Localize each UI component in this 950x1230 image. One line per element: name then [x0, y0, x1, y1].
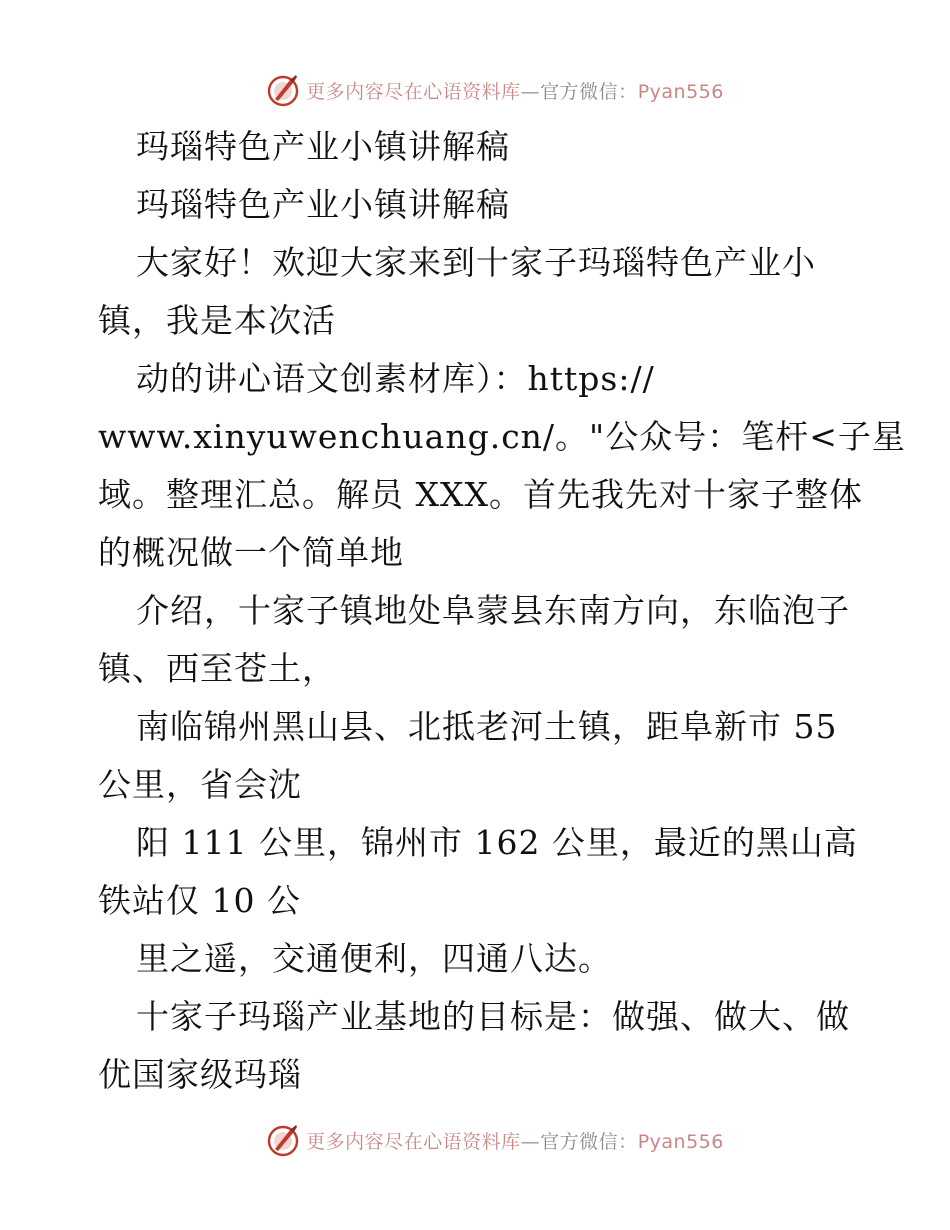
doc-line: 玛瑙特色产业小镇讲解稿 — [136, 127, 510, 166]
doc-line: 铁站仅 10 公 — [98, 881, 301, 920]
doc-line: 十家子玛瑙产业基地的目标是：做强、做大、做 — [136, 997, 850, 1036]
header-banner — [0, 68, 950, 112]
doc-line: www.xinyuwenchuang.cn/。"公众号：笔杆<子星 — [98, 417, 906, 456]
doc-line: 镇，我是本次活 — [98, 301, 336, 340]
header-banner-text — [306, 77, 724, 104]
footer-banner-text — [306, 1127, 724, 1154]
quill-pen-logo-icon — [266, 1122, 302, 1158]
doc-line: 介绍，十家子镇地处阜蒙县东南方向，东临泡子 — [136, 591, 850, 630]
quill-pen-logo-icon — [266, 72, 302, 108]
doc-line: 公里，省会沈 — [98, 765, 302, 804]
doc-line: 里之遥，交通便利，四通八达。 — [136, 939, 612, 978]
doc-line: 的概况做一个简单地 — [98, 533, 404, 572]
footer-site-text: 更多内容尽在心语资料库 — [306, 1130, 521, 1153]
header-banner-inner — [266, 72, 724, 108]
doc-line: 大家好！欢迎大家来到十家子玛瑙特色产业小 — [136, 243, 816, 282]
footer-banner-inner — [266, 1122, 724, 1158]
header-wechat-id: Pyan556 — [637, 80, 724, 103]
doc-line: 域。整理汇总。解员 XXX。首先我先对十家子整体 — [98, 475, 863, 514]
doc-line: 动的讲心语文创素材库）：https:// — [136, 359, 655, 398]
doc-line: 玛瑙特色产业小镇讲解稿 — [136, 185, 510, 224]
footer-separator: — — [520, 1130, 541, 1153]
doc-line: 优国家级玛瑙 — [98, 1055, 302, 1094]
header-site-text: 更多内容尽在心语资料库 — [306, 80, 521, 103]
header-separator: — — [520, 80, 541, 103]
doc-line: 阳 111 公里，锦州市 162 公里，最近的黑山高 — [136, 823, 858, 862]
footer-official-label: 官方微信： — [540, 1130, 638, 1153]
doc-line: 南临锦州黑山县、北抵老河土镇，距阜新市 55 — [136, 707, 838, 746]
doc-line: 镇、西至苍土， — [98, 649, 336, 688]
footer-wechat-id: Pyan556 — [637, 1130, 724, 1153]
header-official-label: 官方微信： — [540, 80, 638, 103]
footer-banner — [0, 1118, 950, 1162]
document-body — [98, 118, 906, 1104]
